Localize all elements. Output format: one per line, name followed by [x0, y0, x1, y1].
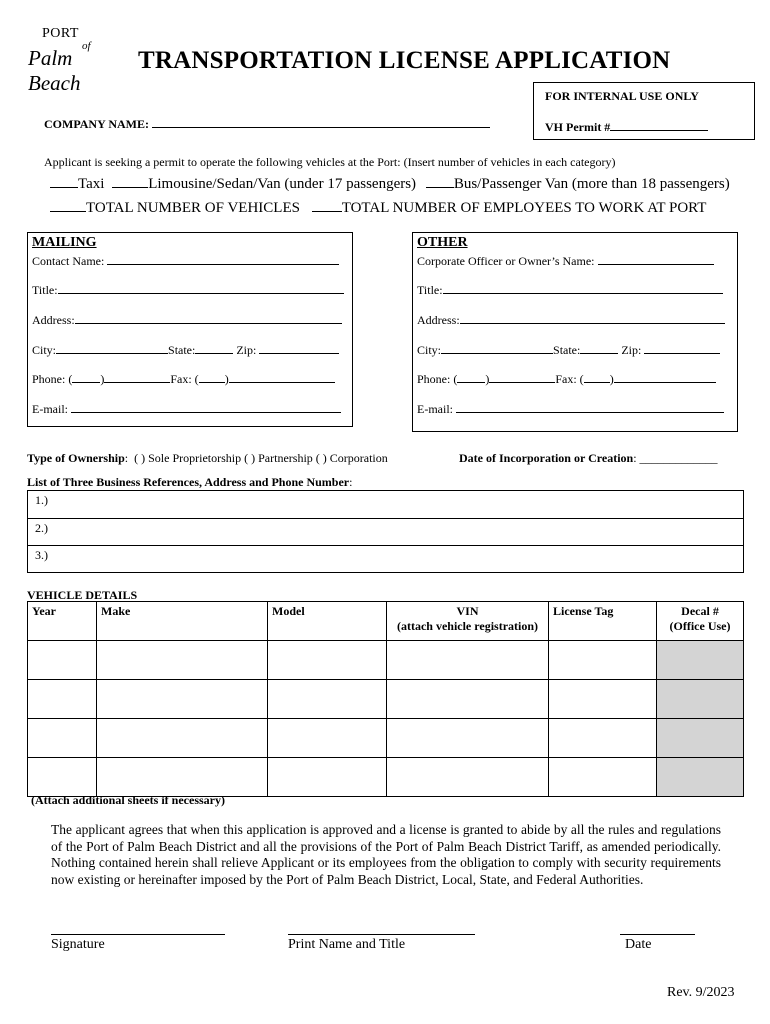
- reference-row[interactable]: 1.): [27, 490, 744, 519]
- logo-of: of: [82, 40, 91, 52]
- total-vehicles-input[interactable]: [50, 200, 86, 212]
- revision-label: Rev. 9/2023: [667, 985, 735, 1000]
- mailing-email-field[interactable]: E-mail:: [32, 401, 341, 417]
- vehicle-details-table: [27, 601, 744, 797]
- vehicle-count-row-1: Taxi Limousine/Sedan/Van (under 17 passengers) Bus/Passenger Van (more than 18 passengers): [50, 176, 730, 193]
- page-title: TRANSPORTATION LICENSE APPLICATION: [138, 47, 671, 74]
- mailing-title-field[interactable]: Title:: [32, 282, 344, 298]
- seeking-text: Applicant is seeking a permit to operate the following vehicles at the Port: (Insert number of vehicles in each category): [44, 155, 616, 169]
- table-header-row: [28, 602, 744, 641]
- other-address-field[interactable]: Address:: [417, 312, 725, 328]
- ownership-row[interactable]: Type of Ownership: ( ) Sole Proprietorship ( ) Partnership ( ) Corporation: [27, 451, 388, 465]
- contact-name-field[interactable]: Contact Name:: [32, 253, 339, 269]
- col-year: Year: [28, 602, 97, 641]
- signature-label: Signature: [51, 937, 105, 952]
- table-row: [28, 719, 744, 758]
- mailing-phone-fax[interactable]: Phone: ( ) Fax: ( ): [32, 371, 335, 387]
- bus-count-input[interactable]: [426, 176, 454, 188]
- total-employees-input[interactable]: [312, 200, 342, 212]
- table-row: [28, 680, 744, 719]
- col-decal: Decal # (Office Use): [657, 602, 744, 641]
- mailing-box: [27, 232, 353, 427]
- other-header: OTHER: [417, 235, 468, 250]
- internal-use-box: [533, 82, 755, 140]
- attach-note: (Attach additional sheets if necessary): [31, 793, 225, 807]
- col-make: Make: [97, 602, 268, 641]
- vehicle-count-row-2: TOTAL NUMBER OF VEHICLES TOTAL NUMBER OF EMPLOYEES TO WORK AT PORT: [50, 200, 706, 217]
- company-name-field[interactable]: COMPANY NAME:: [44, 116, 490, 132]
- reference-row[interactable]: 3.): [27, 546, 744, 573]
- other-phone-fax[interactable]: Phone: ( ) Fax: ( ): [417, 371, 716, 387]
- other-email-field[interactable]: E-mail:: [417, 401, 724, 417]
- other-city-state-zip[interactable]: City: State: Zip:: [417, 342, 720, 358]
- col-vin: VIN (attach vehicle registration): [387, 602, 549, 641]
- other-title-field[interactable]: Title:: [417, 282, 723, 298]
- reference-row[interactable]: 2.): [27, 519, 744, 546]
- print-name-line[interactable]: [288, 934, 475, 935]
- date-label: Date: [625, 937, 652, 952]
- permit-field[interactable]: VH Permit #: [545, 119, 708, 135]
- mailing-header: MAILING: [32, 235, 97, 250]
- taxi-count-input[interactable]: [50, 176, 78, 188]
- internal-label: FOR INTERNAL USE ONLY: [545, 89, 699, 103]
- mailing-city-state-zip[interactable]: City: State: Zip:: [32, 342, 339, 358]
- references-label: List of Three Business References, Address and Phone Number:: [27, 475, 353, 489]
- signature-line[interactable]: [51, 934, 225, 935]
- officer-name-field[interactable]: Corporate Officer or Owner’s Name:: [417, 253, 714, 269]
- col-model: Model: [268, 602, 387, 641]
- references-table: [27, 490, 744, 573]
- mailing-address-field[interactable]: Address:: [32, 312, 342, 328]
- logo-top: PORT: [42, 26, 79, 41]
- table-row: [28, 641, 744, 680]
- other-box: [412, 232, 738, 432]
- incorporation-date-field[interactable]: Date of Incorporation or Creation: _____________: [459, 451, 718, 465]
- print-name-label: Print Name and Title: [288, 937, 406, 952]
- date-line[interactable]: [620, 934, 695, 935]
- logo-bottom: Palm Beach: [28, 46, 81, 95]
- table-row: [28, 758, 744, 797]
- port-logo: [28, 26, 128, 95]
- vehicle-details-label: VEHICLE DETAILS: [27, 588, 138, 602]
- limo-count-input[interactable]: [112, 176, 148, 188]
- col-license-tag: License Tag: [549, 602, 657, 641]
- agreement-text: The applicant agrees that when this application is approved and a license is granted to abide by all the rules and regulations of the Port of Palm Beach District and all the provisions of the Port of Palm Beach District Tariff, as amended periodically. Nothing contained herein shall relieve Applicant or its employees from the obligation to comply with security requirements now existing or hereinafter imposed by the Port of Palm Beach District, Local, State, and Federal Authorities.: [51, 822, 721, 887]
